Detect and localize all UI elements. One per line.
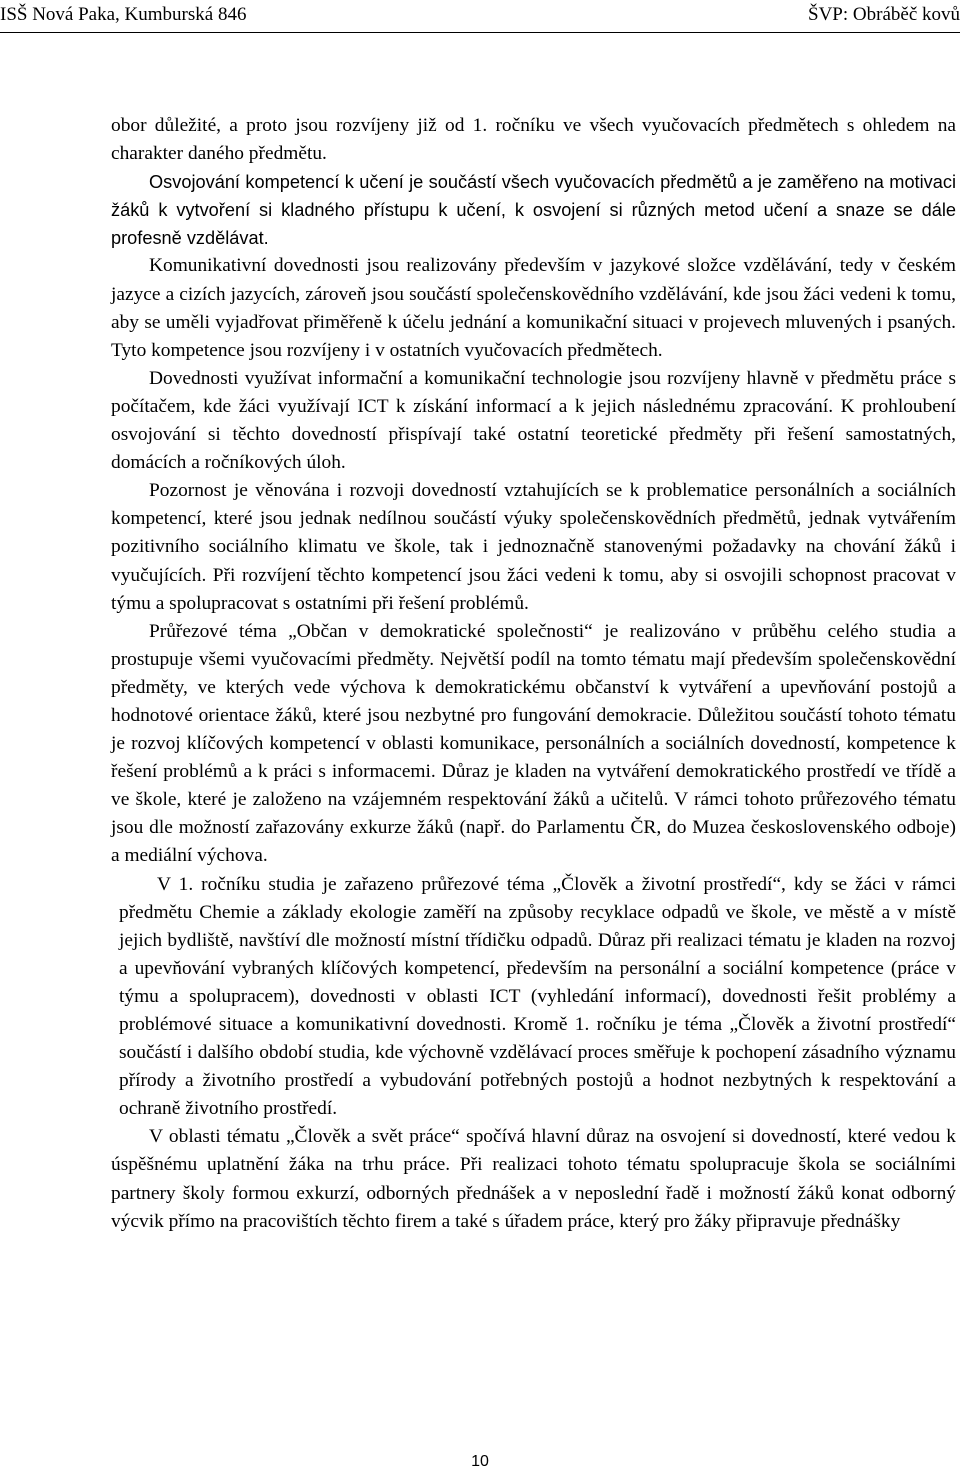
- paragraph-personal-social: Pozornost je věnována i rozvoji dovedností vztahujících se k problematice personálních a sociálních kompetencí, které jsou jednak nedílnou součástí výuky společenskovědních předmětů, jednak vytvářením pozitivního sociálního klimatu ve škole, tak i jednoznačně stanovenými požadavky na chování žáků i vyučujících. Při rozvíjení těchto kompetencí jsou žáci vedeni k tomu, aby si osvojili schopnost pracovat v týmu a spolupracovat s ostatními při řešení problémů.: [111, 480, 956, 614]
- header-program-name: ŠVP: Obráběč kovů: [808, 4, 960, 25]
- paragraph-continuation: obor důležité, a proto jsou rozvíjeny již od 1. ročníku ve všech vyučovacích předmětech s ohledem na charakter daného předmětu.: [111, 115, 956, 165]
- page-header: [0, 0, 960, 36]
- paragraph-communication-skills: Komunikativní dovednosti jsou realizovány především v jazykové složce vzdělávání, tedy v českém jazyce a cizích jazycích, zároveň jsou součástí společenskovědního vzdělávání, kde jsou žáci vedeni k tomu, aby se uměli vyjadřovat přiměřeně k účelu jednání a komunikační situaci v projevech mluvených i psaných. Tyto kompetence jsou rozvíjeny i v ostatních vyučovacích předmětech.: [111, 255, 956, 361]
- header-rule: [0, 32, 960, 33]
- paragraph-citizen-democracy: Průřezové téma „Občan v demokratické společnosti“ je realizováno v průběhu celého studia a prostupuje všemi vyučovacími předměty. Největší podíl na tomto tématu mají především společenskovědní předměty, ve kterých vede výchova k demokratickému občanství k vytváření a upevňování postojů a hodnotové orientace žáků, které jsou nezbytné pro fungování demokracie. Důležitou součástí tohoto tématu je rozvoj klíčových kompetencí v oblasti komunikace, personálních a sociálních dovedností, kompetence k řešení problémů a k práci s informacemi. Důraz je kladen na vytváření demokratického prostředí ve třídě a ve škole, které je založeno na vzájemném respektování žáků a učitelů. V rámci tohoto průřezového tématu jsou dle možností zařazovány exkurze žáků (např. do Parlamentu ČR, do Muzea československého odboje) a mediální výchova.: [111, 620, 956, 867]
- paragraph-human-environment: V 1. ročníku studia je zařazeno průřezové téma „Člověk a životní prostředí“, kdy se žáci v rámci předmětu Chemie a základy ekologie zaměří na způsoby recyklace odpadů ve škole, ve městě a v místě jejich bydliště, navštíví dle možností místní třídičku odpadů. Důraz při realizaci tématu je kladen na rozvoj a upevňování vybraných klíčových kompetencí, především na personální a sociální kompetence (práce v týmu a spolupracem), dovednosti v oblasti ICT (vyhledání informací), dovednosti řešit problémy a problémové situace a komunikativní dovednosti. Kromě 1. ročníku je téma „Člověk a životní prostředí“ součástí i dalšího období studia, kde výchovně vzdělávací proces směřuje k pochopení zásadního významu přírody a životního prostředí a vybudování potřebných postojů a hodnot nezbytných k respektování a ochraně životního prostředí.: [119, 873, 956, 1120]
- document-body: [111, 112, 956, 1236]
- paragraph-human-work: V oblasti tématu „Člověk a svět práce“ spočívá hlavní důraz na osvojení si dovedností, které vedou k úspěšnému uplatnění žáka na trhu práce. Při realizaci tohoto tématu spolupracuje škola se sociálními partnery školy formou exkurzí, odborných přednášek a v neposlední řadě i možností žáků konat odborný výcvik přímo na pracovištích těchto firem a také s úřadem práce, který pro žáky připravuje přednášky: [111, 1126, 956, 1232]
- paragraph-learning-competences: Osvojování kompetencí k učení je součástí všech vyučovacích předmětů a je zaměřeno na motivaci žáků k vytvoření si kladného přístupu k učení, k osvojení si různých metod učení a snaze se dále profesně vzdělávat.: [111, 172, 956, 249]
- page-number: 10: [471, 1453, 489, 1470]
- paragraph-ict-skills: Dovednosti využívat informační a komunikační technologie jsou rozvíjeny hlavně v předmětu práce s počítačem, kde žáci využívají ICT k získání informací a k jejich následnému zpracování. K prohloubení osvojování si těchto dovedností přispívají také ostatní teoretické předměty při řešení samostatných, domácích a ročníkových úloh.: [111, 367, 956, 474]
- header-school-name: ISŠ Nová Paka, Kumburská 846: [0, 4, 247, 25]
